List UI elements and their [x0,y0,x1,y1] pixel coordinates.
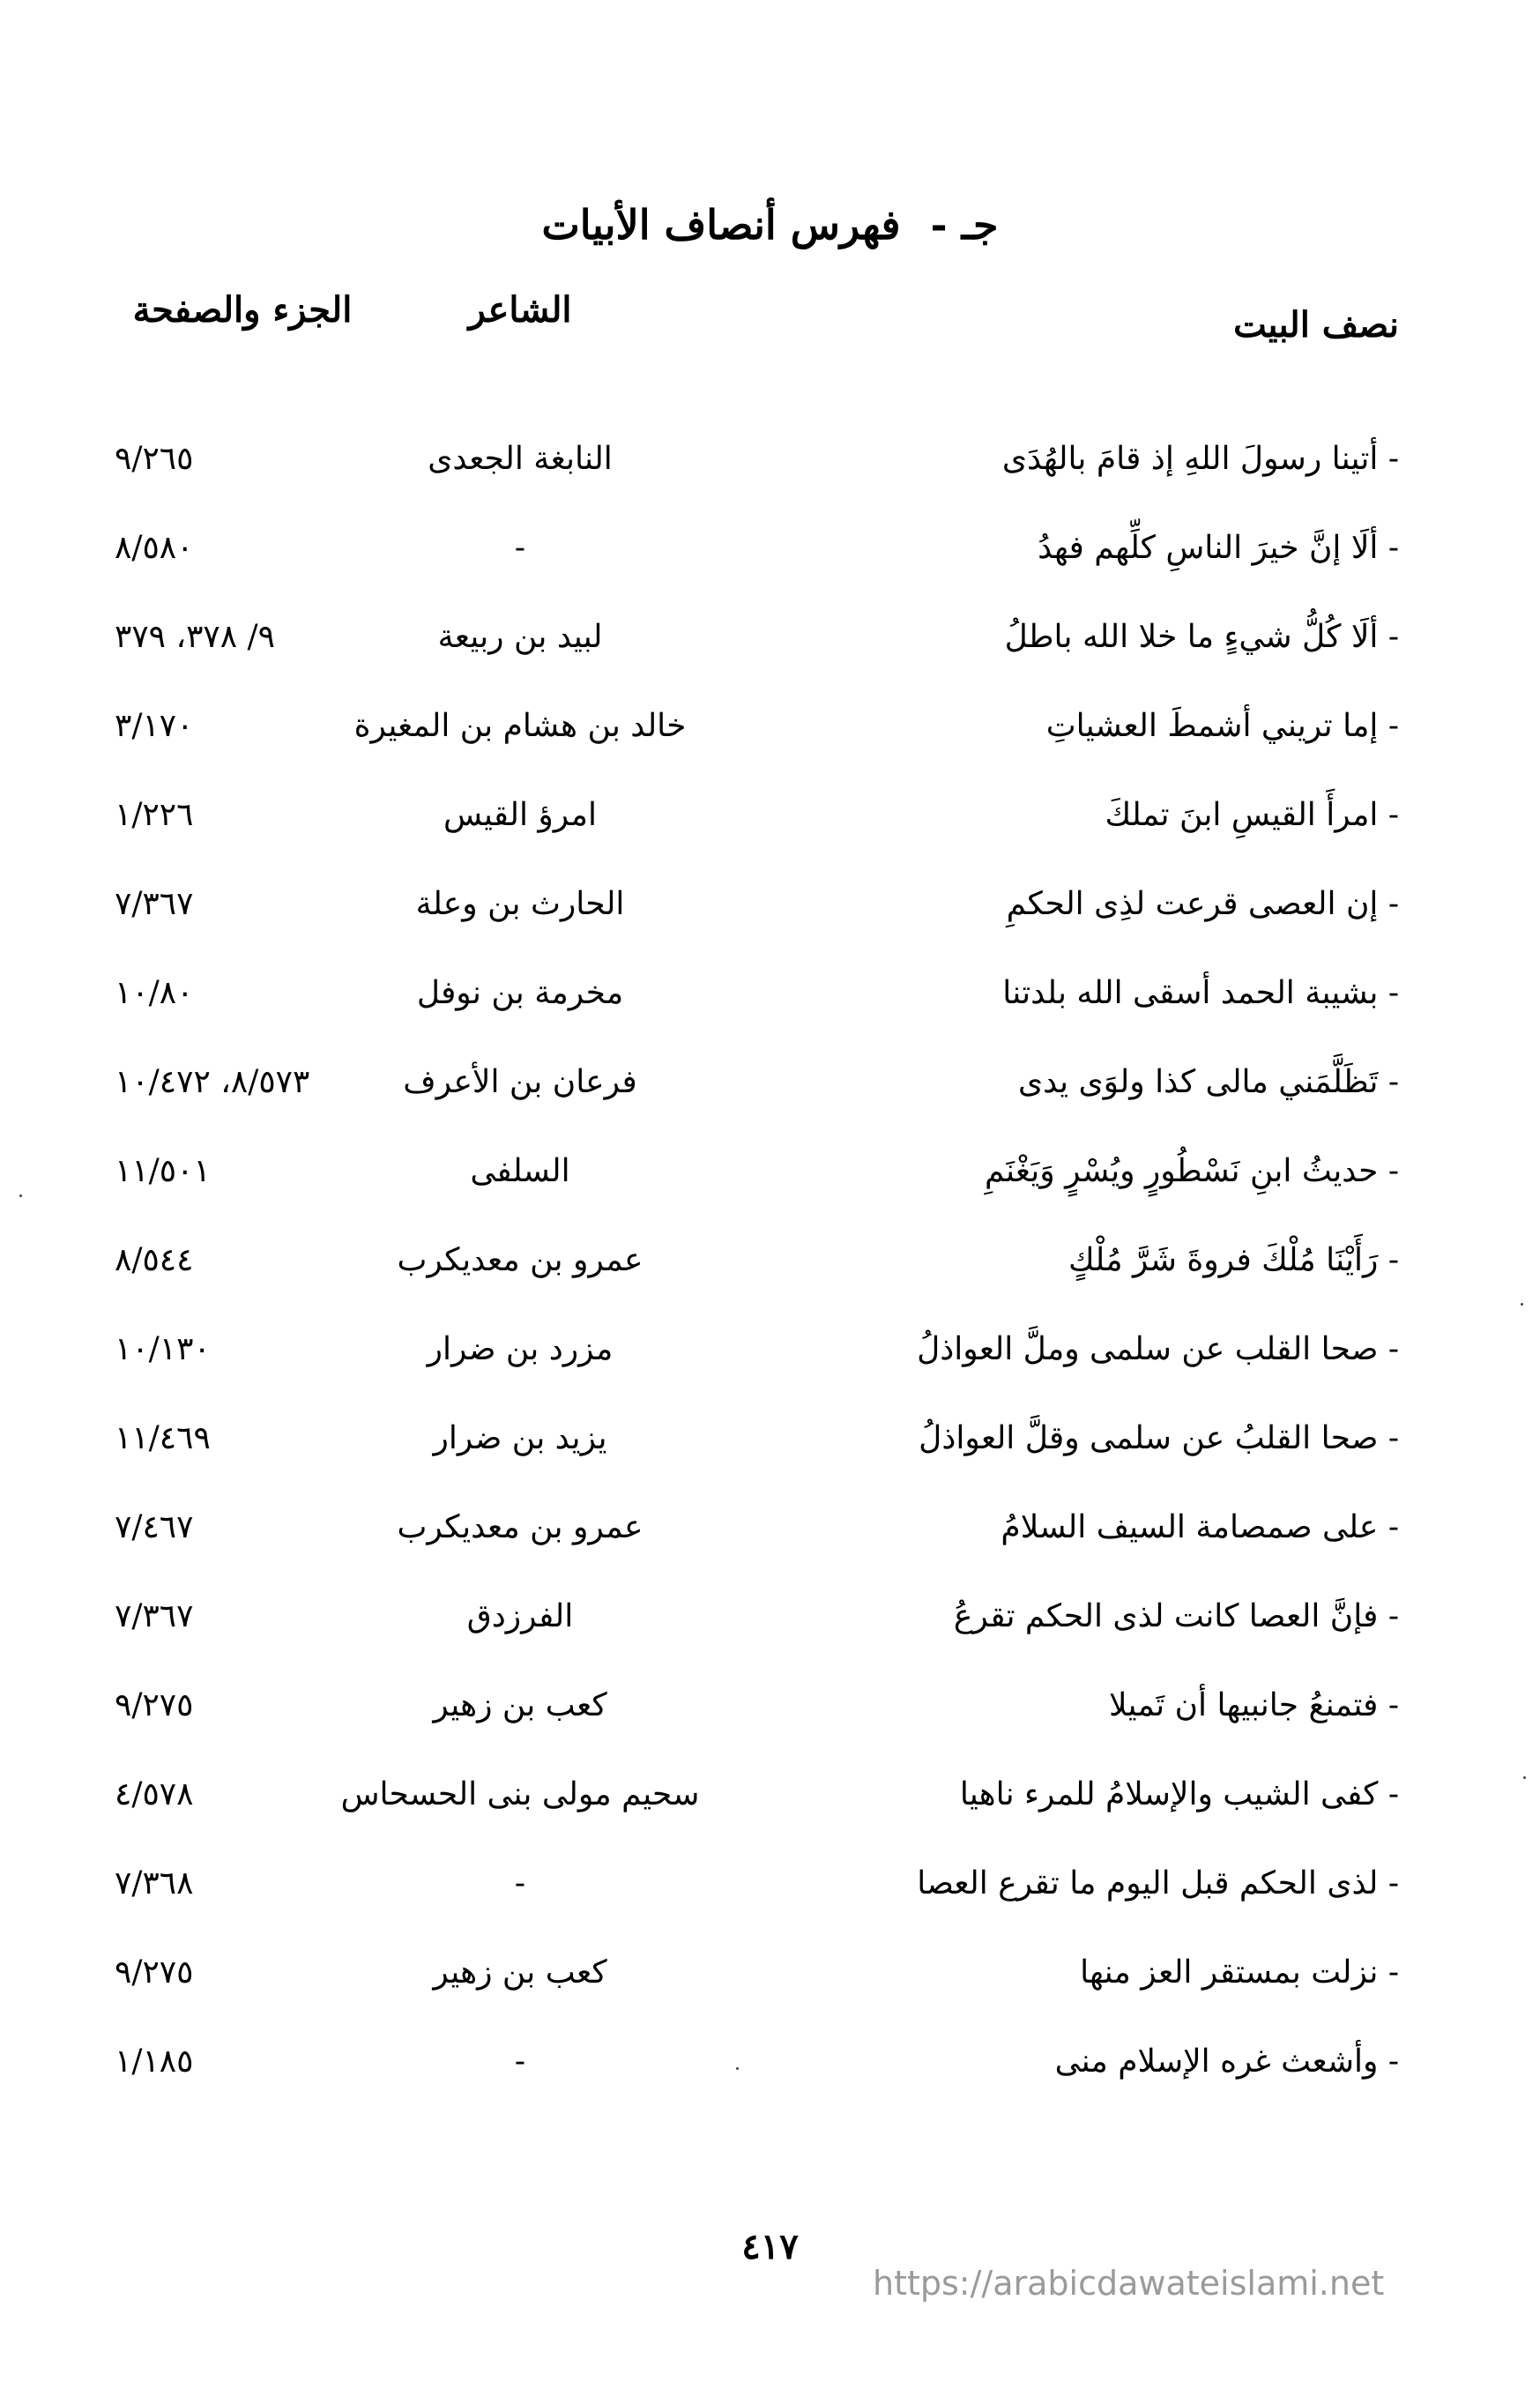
verse-cell: - فإنَّ العصا كانت لذى الحكم تقرعُ [953,1598,1399,1634]
scan-speck [19,1195,22,1197]
ref-cell: ١١/٤٦٩ [115,1420,211,1456]
verse-cell: - على صمصامة السيف السلامُ [1001,1509,1399,1545]
ref-cell: ٣/١٧٠ [115,708,194,744]
table-row [0,1127,1540,1216]
column-header-verse: نصف البيت [1233,304,1399,346]
column-header-volume-page: الجزء والصفحة [132,289,353,331]
verse-cell: - وأشعث غره الإسلام منى [1054,2043,1399,2080]
verse-cell: - أتينا رسولَ اللهِ إذ قامَ بالهُدَى [1001,441,1399,477]
poet-cell: لبيد بن ربيعة [437,619,603,655]
table-row [0,503,1540,592]
table-row [0,1928,1540,2017]
ref-cell: ٧/٣٦٧ [115,1598,194,1634]
ref-cell: ١٠/١٣٠ [115,1331,211,1367]
page-number: ٤١٧ [741,2226,799,2267]
poet-cell: كعب بن زهير [433,1687,607,1723]
verse-cell: - ألَا كُلُّ شيءٍ ما خلا الله باطلُ [1004,619,1399,655]
ref-cell: ١/١٨٥ [115,2043,194,2080]
column-header-poet: الشاعر [468,289,572,331]
verse-cell: - صحا القلبُ عن سلمى وقلَّ العواذلُ [919,1420,1399,1456]
table-row [0,1216,1540,1305]
poet-cell: - [514,1865,526,1902]
ref-cell: ٩/٢٧٥ [115,1954,194,1991]
verse-cell: - نزلت بمستقر العز منها [1080,1954,1399,1991]
poet-cell: فرعان بن الأعرف [403,1064,637,1100]
table-row [0,681,1540,770]
poet-cell: سحيم مولى بنى الحسحاس [340,1776,700,1812]
ref-cell: ٤/٥٧٨ [115,1776,194,1812]
table-row [0,1038,1540,1127]
verse-cell: - إما تريني أشمطَ العشياتِ [1045,708,1399,744]
ref-cell: ٩/٢٦٥ [115,441,194,477]
scan-speck [1521,1303,1523,1306]
poet-cell: الحارث بن وعلة [415,886,625,922]
table-row [0,1305,1540,1394]
table-row [0,860,1540,949]
table-row [0,1661,1540,1750]
poet-cell: - [514,2043,526,2080]
watermark-url: https://arabicdawateislami.net [873,2264,1385,2303]
table-row [0,1394,1540,1483]
verse-cell: - بشيبة الحمد أسقى الله بلدتنا [1002,975,1399,1011]
poet-cell: النابغة الجعدى [428,441,613,477]
poet-cell: السلفى [470,1153,570,1189]
poet-cell: امرؤ القيس [443,797,597,833]
page-title [0,201,1540,249]
poet-cell: كعب بن زهير [433,1954,607,1991]
verse-cell: - إن العصى قرعت لذِى الحكمِ [1006,886,1399,922]
section-letter: جـ - [930,201,999,249]
ref-cell: ٧/٣٦٧ [115,886,194,922]
table-row [0,592,1540,681]
ref-cell: ١/٢٢٦ [115,797,194,833]
ref-cell: ٩/٢٧٥ [115,1687,194,1723]
poet-cell: - [514,530,526,566]
verse-cell: - حديثُ ابنِ نَسْطُورٍ ويُسْرٍ وَيَغْنَمِ [985,1153,1399,1189]
ref-cell: ١٠/٨٠ [115,975,194,1011]
ref-cell: ٨/٥٧٣، ١٠/٤٧٢ [115,1064,310,1100]
poet-cell: مخرمة بن نوفل [416,975,624,1011]
verse-cell: - رَأَيْنَا مُلْكَ فروةَ شَرَّ مُلْكٍ [1068,1242,1399,1278]
verse-cell: - كفى الشيب والإسلامُ للمرء ناهيا [959,1776,1399,1812]
verse-cell: - ألَا إنَّ خيرَ الناسِ كلِّهم فهدُ [1038,530,1399,566]
table-row [0,2017,1540,2106]
index-table [0,414,1540,2106]
table-row [0,1483,1540,1572]
ref-cell: ٨/٥٨٠ [115,530,194,566]
index-title: فهرس أنصاف الأبيات [541,201,901,249]
table-row [0,949,1540,1038]
verse-cell: - لذى الحكم قبل اليوم ما تقرع العصا [917,1865,1399,1902]
ref-cell: ١١/٥٠١ [115,1153,211,1189]
table-row [0,1839,1540,1928]
poet-cell: مزرد بن ضرار [427,1331,614,1367]
ref-cell: ٧/٣٦٨ [115,1865,194,1902]
table-row [0,414,1540,503]
table-row [0,1572,1540,1661]
poet-cell: عمرو بن معديكرب [397,1242,644,1278]
poet-cell: الفرزدق [466,1598,574,1634]
scan-speck [1523,1776,1526,1779]
ref-cell: ٩/ ٣٧٨، ٣٧٩ [115,619,276,655]
verse-cell: - تَظَلَّمَني مالى كذا ولوَى يدى [1017,1064,1399,1100]
poet-cell: خالد بن هشام بن المغيرة [353,708,687,744]
scan-speck [736,2067,739,2070]
ref-cell: ٨/٥٤٤ [115,1242,194,1278]
verse-cell: - فتمنعُ جانبيها أن تَميلا [1109,1687,1399,1723]
ref-cell: ٧/٤٦٧ [115,1509,194,1545]
poet-cell: عمرو بن معديكرب [397,1509,644,1545]
table-row [0,770,1540,860]
poet-cell: يزيد بن ضرار [433,1420,607,1456]
verse-cell: - صحا القلب عن سلمى وملَّ العواذلُ [917,1331,1399,1367]
verse-cell: - امرأَ القيسِ ابنَ تملكَ [1105,797,1399,833]
table-row [0,1750,1540,1839]
